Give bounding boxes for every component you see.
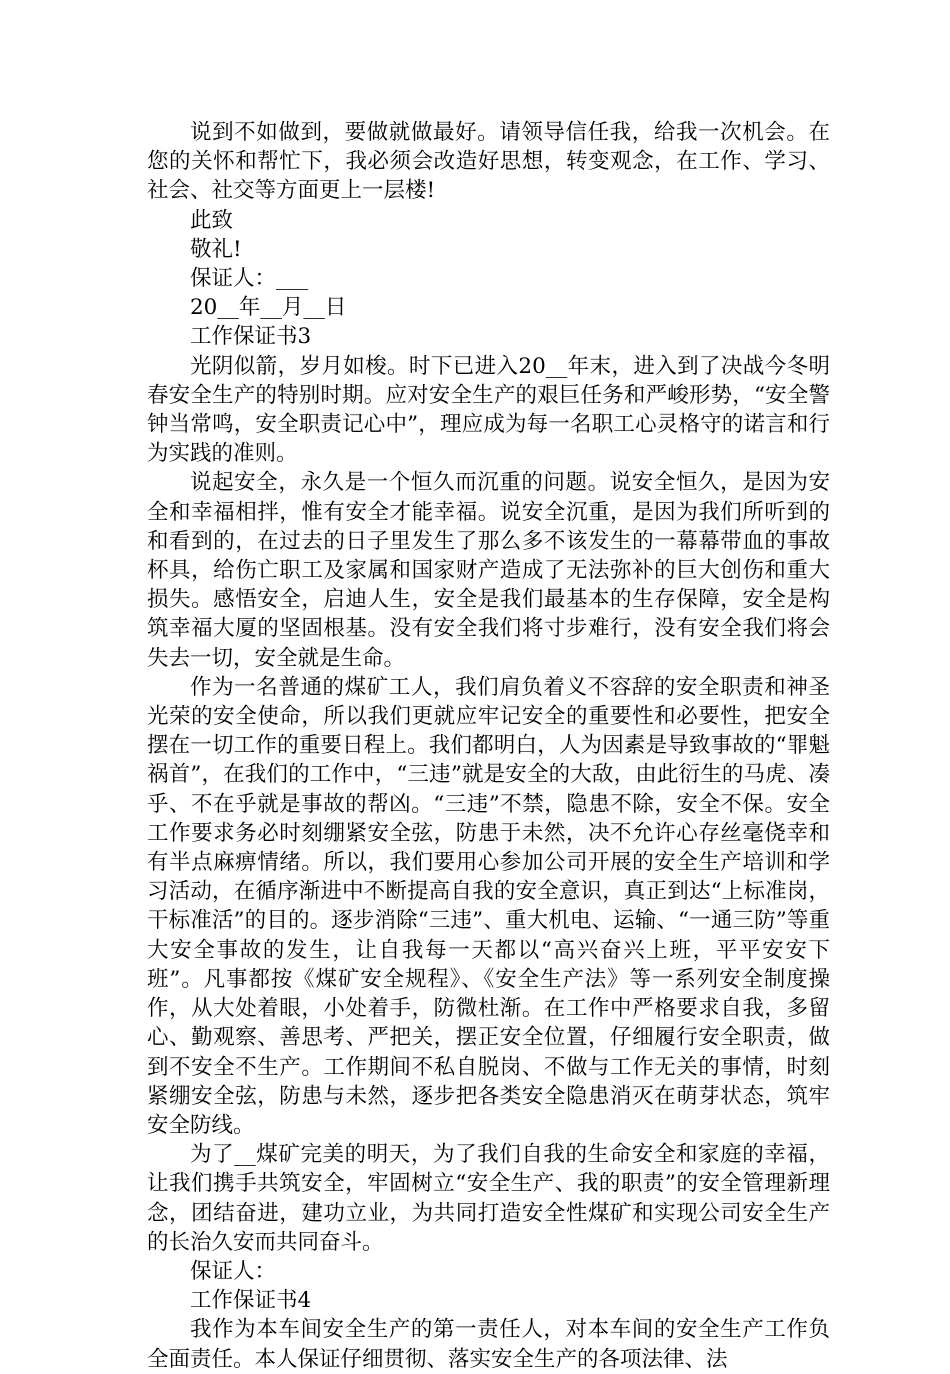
section-heading-3: 工作保证书3	[190, 324, 312, 350]
paragraph-safety-meaning: 说起安全，永久是一个恒久而沉重的问题。说安全恒久，是因为安全和幸福相拌，惟有安全才能幸福。说安全沉重，是因为我们所听到的和看到的，在过去的日子里发生了那么多不该发生的一幕幕带血的事故杯具，给伤亡职工及家属和国家财产造成了无法弥补的巨大创伤和重大损失。感悟安全，启迪人生，安全是我们最基本的生存保障，安全是构筑幸福大厦的坚固根基。没有安全我们将寸步难行，没有安全我们将会失去一切，安全就是生命。	[147, 470, 830, 671]
paragraph-commitment: 说到不如做到，要做就做最好。请领导信任我，给我一次机会。在您的关怀和帮忙下，我必须会改造好思想，转变观念，在工作、学习、社会、社交等方面更上一层楼!	[147, 120, 830, 204]
paragraph-workshop-responsibility: 我作为本车间安全生产的第一责任人，对本车间的安全生产工作负全面责任。本人保证仔细贯彻、落实安全生产的各项法律、法	[147, 1317, 830, 1372]
closing-salutation: 此致	[190, 207, 234, 233]
paragraph-miner-duty: 作为一名普通的煤矿工人，我们肩负着义不容辞的安全职责和神圣光荣的安全使命，所以我们更就应牢记安全的重要性和必要性，把安全摆在一切工作的重要日程上。我们都明白，人为因素是导致事故的“罪魁祸首”，在我们的工作中，“三违”就是安全的大敌，由此衍生的马虎、凑乎、不在乎就是事故的帮凶。“三违”不禁，隐患不除，安全不保。安全工作要求务必时刻绷紧安全弦，防患于未然，决不允许心存丝毫侥幸和有半点麻痹情绪。所以，我们要用心参加公司开展的安全生产培训和学习活动，在循序渐进中不断提高自我的安全意识，真正到达“上标准岗，干标准活”的目的。逐步消除“三违”、重大机电、运输、“一通三防”等重大安全事故的发生，让自我每一天都以“高兴奋兴上班，平平安安下班”。凡事都按《煤矿安全规程》、《安全生产法》等一系列安全制度操作，从大处着眼，小处着手，防微杜渐。在工作中严格要求自我，多留心、勤观察、善思考、严把关，摆正安全位置，仔细履行安全职责，做到不安全不生产。工作期间不私自脱岗、不做与工作无关的事情，时刻紧绷安全弦，防患与未然，逐步把各类安全隐患消灭在萌芽状态，筑牢安全防线。	[147, 674, 830, 1138]
closing-regards: 敬礼!	[190, 236, 242, 262]
section-heading-4: 工作保证书4	[190, 1288, 312, 1314]
guarantor-signature: 保证人：___	[190, 266, 309, 292]
paragraph-conclusion: 为了__煤矿完美的明天，为了我们自我的生命安全和家庭的幸福，让我们携手共筑安全，牢固树立“安全生产、我的职责”的安全管理新理念，团结奋进，建功立业，为共同打造安全性煤矿和实现公司安全生产的长治久安而共同奋斗。	[147, 1142, 830, 1255]
paragraph-intro: 光阴似箭，岁月如梭。时下已进入20__年末，进入到了决战今冬明春安全生产的特别时期。应对安全生产的艰巨任务和严峻形势，“安全警钟当常鸣，安全职责记心中”，理应成为每一名职工心灵格守的诺言和行为实践的准则。	[147, 353, 830, 467]
document-page	[147, 118, 830, 1374]
guarantor-label: 保证人：	[190, 1258, 277, 1284]
date-line: 20__年__月__日	[190, 295, 347, 321]
